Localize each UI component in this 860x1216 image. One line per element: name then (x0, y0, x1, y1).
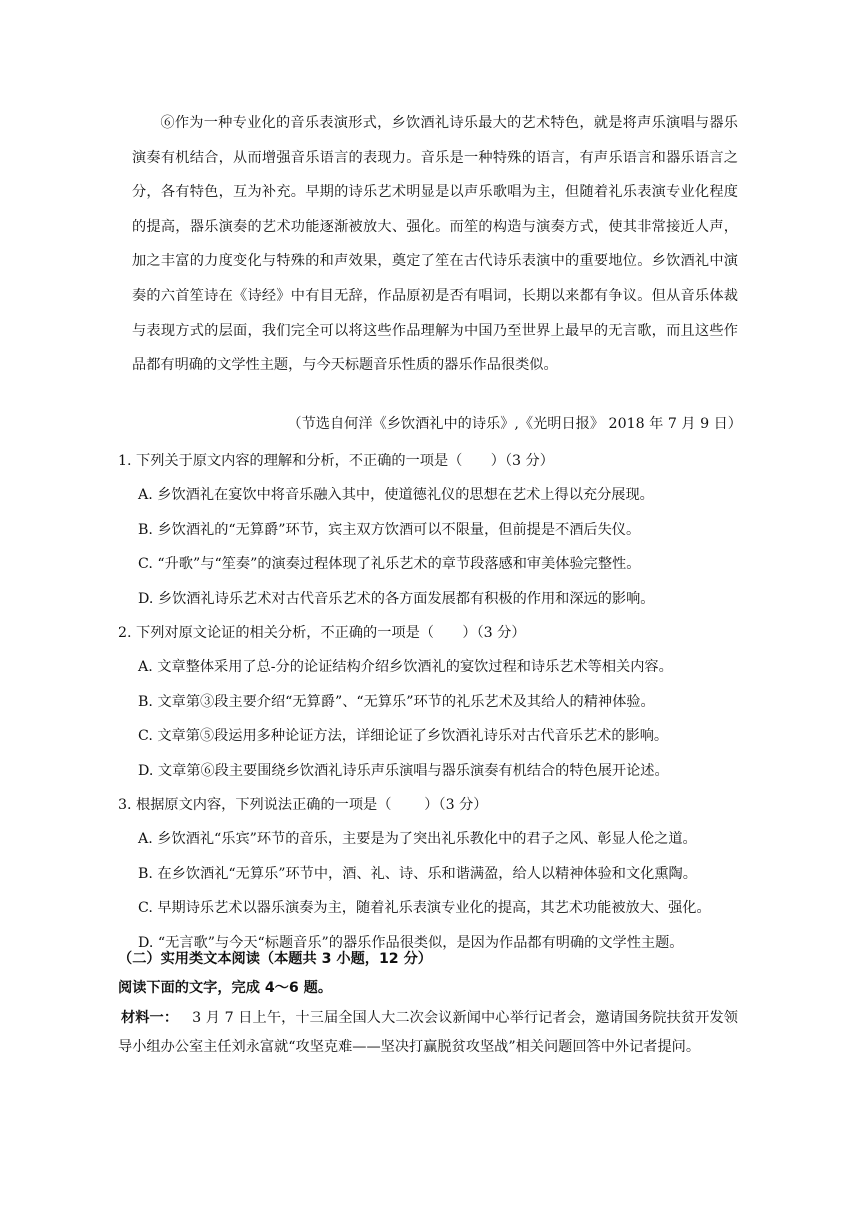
section-instruction: 阅读下面的文字，完成 4～6 题。 (118, 979, 333, 996)
option-d: D. “无言歌”与今天“标题音乐”的器乐作品很类似，是因为作品都有明确的文学性主题。 (138, 934, 684, 951)
option-b: B. 文章第③段主要介绍“无算爵”、“无算乐”环节的礼乐艺术及其给人的精神体验。 (138, 693, 655, 710)
option-c: C. 早期诗乐艺术以器乐演奏为主，随着礼乐表演专业化的提高，其艺术功能被放大、强化。 (138, 900, 711, 916)
material-1 (118, 1004, 738, 1062)
material-label: 材料一： (121, 1010, 179, 1026)
option-b: B. 乡饮酒礼的“无算爵”环节，宾主双方饮酒可以不限量，但前提是不酒后失仪。 (138, 521, 641, 538)
section-practical-reading (118, 945, 758, 1062)
material-text: 3 月 7 日上午，十三届全国人大二次会议新闻中心举行记者会，邀请国务院扶贫开发领导小组办公室主任刘永富就“攻坚克难——坚决打赢脱贫攻坚战”相关问题回答中外记者提问。 (118, 1010, 738, 1055)
option-c: C. 文章第⑤段运用多种论证方法，详细论证了乡饮酒礼诗乐对古代音乐艺术的影响。 (138, 728, 669, 744)
option-d: D. 乡饮酒礼诗乐艺术对古代音乐艺术的各方面发展都有积极的作用和深远的影响。 (138, 590, 655, 607)
option-a: A. 乡饮酒礼“乐宾”环节的音乐，主要是为了突出礼乐教化中的君子之风、彰显人伦之道。 (138, 831, 697, 847)
option-d: D. 文章第⑥段主要围绕乡饮酒礼诗乐声乐演唱与器乐演奏有机结合的特色展开论述。 (138, 762, 669, 779)
question-1 (118, 444, 758, 616)
option-a: A. 乡饮酒礼在宴饮中将音乐融入其中，使道德礼仪的思想在艺术上得以充分展现。 (138, 487, 654, 503)
question-2 (118, 616, 758, 788)
paragraph-6: ⑥作为一种专业化的音乐表演形式，乡饮酒礼诗乐最大的艺术特色，就是将声乐演唱与器乐演奏有机结合，从而增强音乐语言的表现力。音乐是一种特殊的语言，有声乐语言和器乐语言之分，各有特色，互为补充。早期的诗乐艺术明显是以声乐歌唱为主，但随着礼乐表演专业化程度的提高，器乐演奏的艺术功能逐渐被放大、强化。而笙的构造与演奏方式，使其非常接近人声，加之丰富的力度变化与特殊的和声效果，奠定了笙在古代诗乐表演中的重要地位。乡饮酒礼中演奏的六首笙诗在《诗经》中有目无辞，作品原初是否有唱词，长期以来都有争议。但从音乐体裁与表现方式的层面，我们完全可以将这些作品理解为中国乃至世界上最早的无言歌，而且这些作品都有明确的文学性主题，与今天标题音乐性质的器乐作品很类似。 (132, 115, 738, 374)
option-c: C. “升歌”与“笙奏”的演奏过程体现了礼乐艺术的章节段落感和审美体验完整性。 (138, 556, 641, 572)
question-stem: 3. 根据原文内容，下列说法正确的一项是（ ）（3 分） (118, 797, 488, 813)
section-heading: （二）实用类文本阅读（本题共 3 小题，12 分） (118, 951, 432, 967)
question-list (118, 444, 758, 960)
option-a: A. 文章整体采用了总-分的论证结构介绍乡饮酒礼的宴饮过程和诗乐艺术等相关内容。 (138, 659, 673, 675)
question-stem: 2. 下列对原文论证的相关分析，不正确的一项是（ ）（3 分） (118, 625, 526, 641)
option-b: B. 在乡饮酒礼“无算乐”环节中，酒、礼、诗、乐和谐满盈，给人以精神体验和文化熏陶。 (138, 865, 697, 882)
source-citation: （节选自何洋《乡饮酒礼中的诗乐》,《光明日报》 2018 年 7 月 9 日） (287, 416, 742, 432)
question-stem: 1. 下列关于原文内容的理解和分析，不正确的一项是（ ）（3 分） (118, 453, 554, 469)
question-3 (118, 788, 758, 960)
